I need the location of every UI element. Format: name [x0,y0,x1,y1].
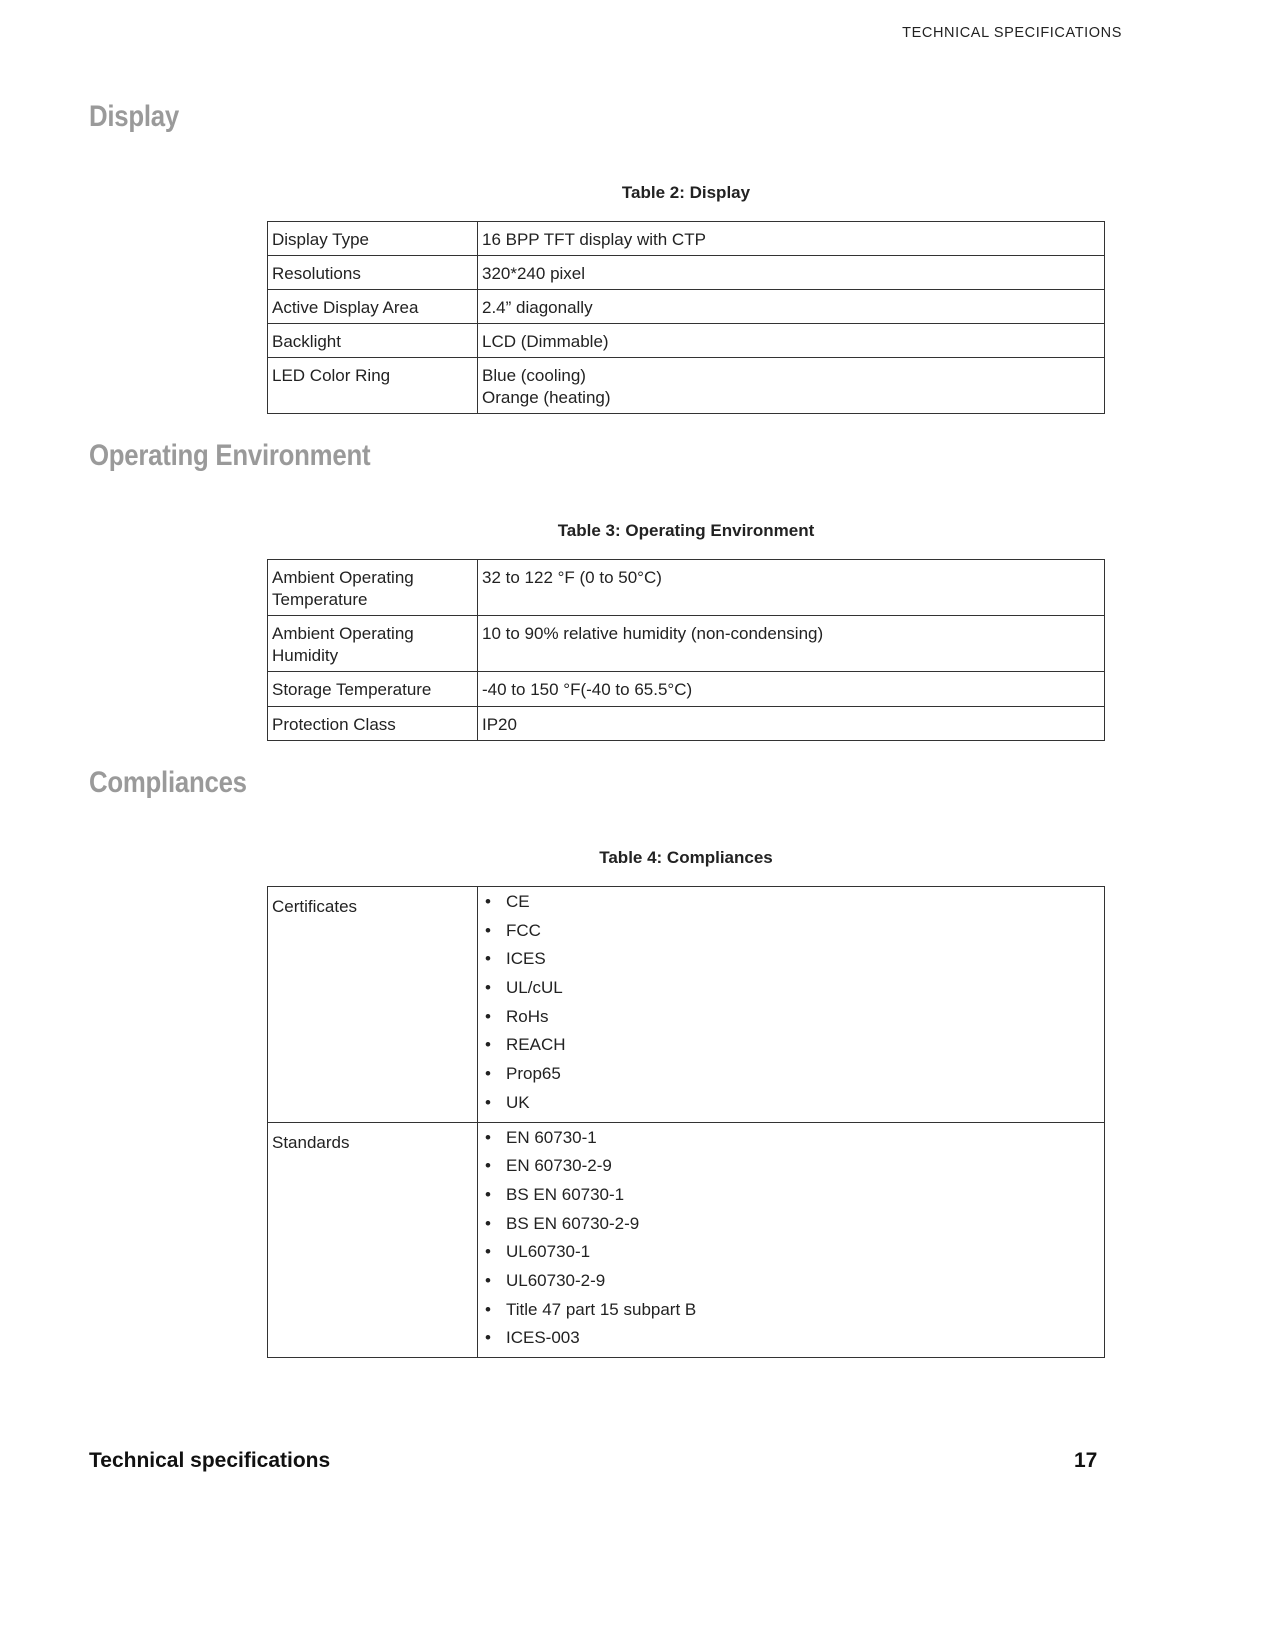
heading-operating-environment: Operating Environment [89,439,371,472]
cell-key: LED Color Ring [268,358,478,414]
table-caption-display: Table 2: Display [621,183,751,202]
table-row [268,1122,1105,1358]
cell-key: Protection Class [268,707,478,741]
cell-key: Standards [268,1122,478,1358]
page-number: 17 [1074,1449,1098,1472]
list-item: • EN 60730-2-9 [482,1152,1100,1181]
running-header: TECHNICAL SPECIFICATIONS [902,25,1122,41]
list-item: • Title 47 part 15 subpart B [482,1296,1100,1325]
cell-key: Storage Temperature [268,672,478,707]
list-item: • UL/cUL [482,974,1100,1003]
cell-value [478,887,1105,1123]
cell-value: 32 to 122 °F (0 to 50°C) [478,560,1105,616]
table-row [268,616,1105,672]
cell-value: 16 BPP TFT display with CTP [478,222,1105,256]
compliances-table [267,886,1105,1358]
cell-value: IP20 [478,707,1105,741]
key-line: Humidity [272,646,339,665]
list-item: • BS EN 60730-1 [482,1181,1100,1210]
cell-value: -40 to 150 °F(-40 to 65.5°C) [478,672,1105,707]
table-row [268,324,1105,358]
cell-key: Resolutions [268,256,478,290]
key-line: Temperature [272,590,368,609]
list-item: • FCC [482,917,1100,946]
cell-key: Backlight [268,324,478,358]
value-line: Blue (cooling) [482,366,586,385]
certificates-list [482,888,1100,1118]
table-row [268,256,1105,290]
table-row [268,672,1105,707]
standards-list [482,1124,1100,1354]
environment-table [267,559,1105,741]
table-row [268,222,1105,256]
list-item: • UK [482,1089,1100,1118]
display-table [267,221,1105,414]
heading-display: Display [89,100,179,133]
cell-key: Display Type [268,222,478,256]
list-item: • CE [482,888,1100,917]
cell-value [478,1122,1105,1358]
list-item: • UL60730-2-9 [482,1267,1100,1296]
list-item: • ICES-003 [482,1324,1100,1353]
cell-value: 2.4” diagonally [478,290,1105,324]
list-item: • UL60730-1 [482,1238,1100,1267]
table-row [268,707,1105,741]
table-row [268,887,1105,1123]
cell-key: Certificates [268,887,478,1123]
cell-key [268,560,478,616]
table-row [268,290,1105,324]
cell-value: 10 to 90% relative humidity (non-condensing) [478,616,1105,672]
cell-value: LCD (Dimmable) [478,324,1105,358]
cell-key: Active Display Area [268,290,478,324]
table-row [268,560,1105,616]
list-item: • EN 60730-1 [482,1124,1100,1153]
list-item: • Prop65 [482,1060,1100,1089]
cell-value [478,358,1105,414]
footer-title: Technical specifications [89,1449,331,1472]
value-line: Orange (heating) [482,388,611,407]
list-item: • BS EN 60730-2-9 [482,1210,1100,1239]
table-caption-compliances: Table 4: Compliances [599,848,773,867]
key-line: Ambient Operating [272,568,414,587]
table-row [268,358,1105,414]
list-item: • ICES [482,945,1100,974]
list-item: • RoHs [482,1003,1100,1032]
cell-key [268,616,478,672]
cell-value: 320*240 pixel [478,256,1105,290]
list-item: • REACH [482,1031,1100,1060]
heading-compliances: Compliances [89,766,247,799]
table-caption-environment: Table 3: Operating Environment [557,521,815,540]
key-line: Ambient Operating [272,624,414,643]
